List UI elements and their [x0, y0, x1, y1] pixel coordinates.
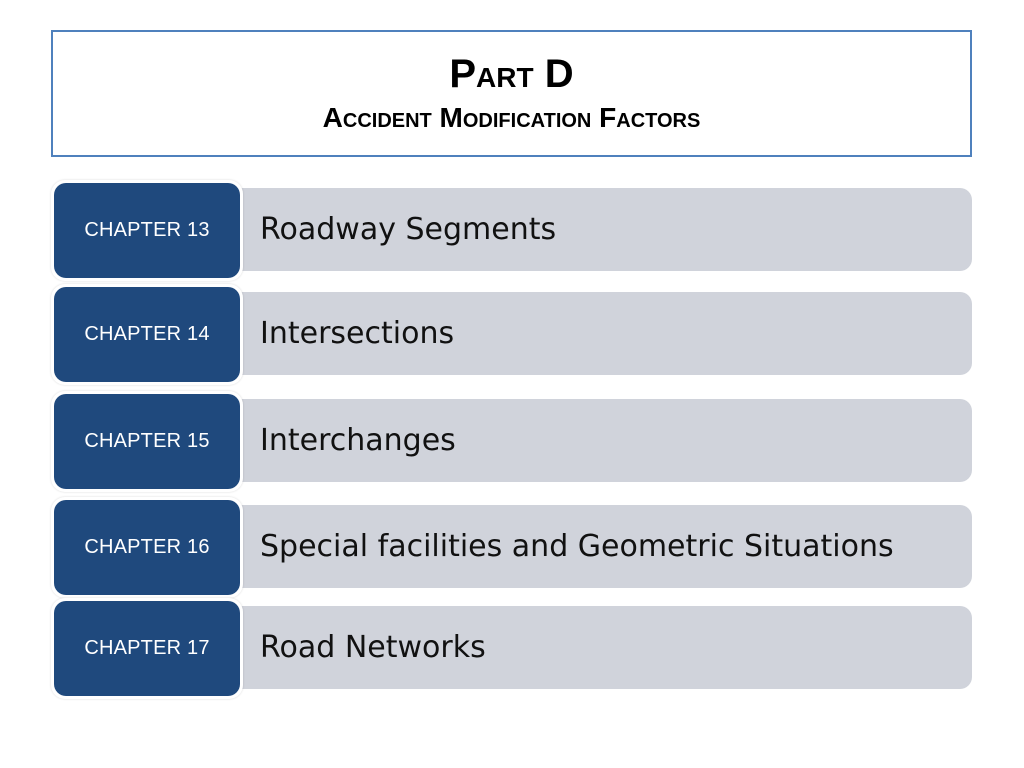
chapter-row-13 [51, 180, 973, 281]
chapter-tab [51, 391, 243, 492]
chapter-list [51, 0, 973, 768]
chapter-tab-label: CHAPTER 16 [54, 500, 240, 595]
chapter-tab-label: CHAPTER 13 [54, 183, 240, 278]
chapter-tab [51, 180, 243, 281]
chapter-tab-label: CHAPTER 14 [54, 287, 240, 382]
chapter-title: Road Networks [260, 630, 486, 665]
chapter-row-15 [51, 391, 973, 492]
chapter-row-14 [51, 284, 973, 385]
chapter-title: Intersections [260, 316, 455, 351]
chapter-tab [51, 284, 243, 385]
chapter-title: Interchanges [260, 423, 456, 458]
chapter-tab [51, 497, 243, 598]
chapter-tab-label: CHAPTER 15 [54, 394, 240, 489]
slide-title: Part D [449, 52, 574, 96]
chapter-title: Roadway Segments [260, 212, 557, 247]
chapter-tab-label: CHAPTER 17 [54, 601, 240, 696]
chapter-row-17 [51, 598, 973, 699]
chapter-title: Special facilities and Geometric Situations [260, 529, 894, 564]
chapter-row-16 [51, 497, 973, 598]
chapter-tab [51, 598, 243, 699]
slide-subtitle: Accident Modification Factors [322, 102, 701, 133]
